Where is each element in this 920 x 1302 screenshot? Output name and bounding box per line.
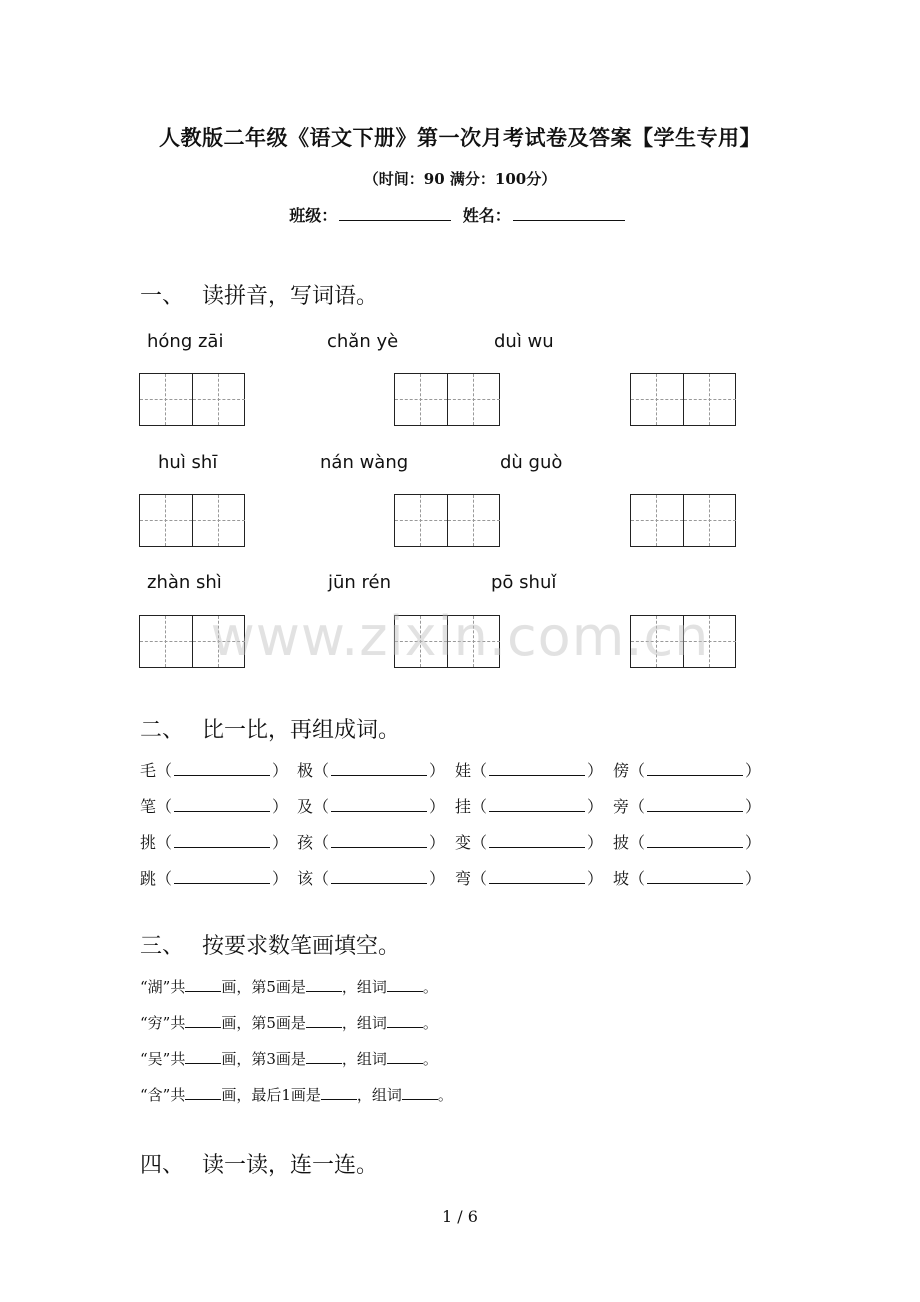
pinyin-label: pō shuǐ bbox=[491, 572, 557, 593]
compare-item bbox=[613, 866, 761, 889]
compare-item bbox=[455, 830, 603, 853]
compare-item bbox=[297, 794, 445, 817]
compare-char: 跳 bbox=[140, 869, 157, 888]
question-char: “穷”共 bbox=[140, 1014, 186, 1032]
word-blank[interactable] bbox=[387, 1051, 423, 1064]
close-paren: ） bbox=[745, 833, 762, 852]
class-blank[interactable] bbox=[339, 206, 451, 221]
close-paren: ） bbox=[272, 869, 289, 888]
question-text: 画，第3画是 bbox=[221, 1050, 306, 1068]
open-paren: （ bbox=[471, 797, 488, 816]
stroke-question bbox=[140, 976, 438, 997]
pinyin-label: jūn rén bbox=[328, 572, 392, 593]
open-paren: （ bbox=[156, 797, 173, 816]
question-text: ，组词 bbox=[356, 1086, 402, 1104]
section-2-heading bbox=[140, 713, 400, 744]
grid-cell[interactable] bbox=[140, 374, 193, 425]
compare-char: 披 bbox=[613, 833, 630, 852]
close-paren: ） bbox=[429, 869, 446, 888]
open-paren: （ bbox=[156, 869, 173, 888]
answer-blank[interactable] bbox=[489, 871, 585, 884]
compare-char: 及 bbox=[297, 797, 314, 816]
answer-blank[interactable] bbox=[489, 763, 585, 776]
grid-cell[interactable] bbox=[395, 374, 448, 425]
compare-char: 该 bbox=[297, 869, 314, 888]
close-paren: ） bbox=[745, 869, 762, 888]
answer-blank[interactable] bbox=[647, 871, 743, 884]
section-number: 一、 bbox=[140, 284, 185, 309]
close-paren: ） bbox=[587, 869, 604, 888]
grid-cell[interactable] bbox=[448, 374, 500, 425]
stroke-name-blank[interactable] bbox=[306, 1015, 342, 1028]
compare-item bbox=[455, 794, 603, 817]
section-title: 按要求数笔画填空。 bbox=[202, 934, 401, 959]
question-text: 画，第5画是 bbox=[221, 978, 306, 996]
stroke-count-blank[interactable] bbox=[185, 1087, 221, 1100]
compare-item bbox=[140, 758, 288, 781]
question-char: “含”共 bbox=[140, 1086, 186, 1104]
answer-blank[interactable] bbox=[174, 799, 270, 812]
section-title: 读拼音，写词语。 bbox=[202, 284, 379, 309]
pinyin-label: dù guò bbox=[500, 452, 563, 473]
compare-item bbox=[297, 866, 445, 889]
pinyin-label: huì shī bbox=[158, 452, 218, 473]
open-paren: （ bbox=[629, 761, 646, 780]
stroke-name-blank[interactable] bbox=[306, 979, 342, 992]
answer-blank[interactable] bbox=[331, 835, 427, 848]
compare-char: 毛 bbox=[140, 761, 157, 780]
section-1-heading bbox=[140, 279, 378, 310]
grid-cell[interactable] bbox=[193, 495, 245, 546]
section-title: 比一比，再组成词。 bbox=[202, 718, 401, 743]
stroke-question bbox=[140, 1012, 438, 1033]
answer-blank[interactable] bbox=[174, 871, 270, 884]
open-paren: （ bbox=[156, 761, 173, 780]
question-text: ，组词 bbox=[341, 978, 387, 996]
stroke-count-blank[interactable] bbox=[185, 1051, 221, 1064]
open-paren: （ bbox=[156, 833, 173, 852]
close-paren: ） bbox=[587, 761, 604, 780]
writing-grid[interactable] bbox=[630, 494, 736, 547]
stroke-count-blank[interactable] bbox=[185, 1015, 221, 1028]
section-title: 读一读，连一连。 bbox=[202, 1153, 379, 1178]
open-paren: （ bbox=[629, 869, 646, 888]
close-paren: ） bbox=[429, 761, 446, 780]
question-text: ，组词 bbox=[341, 1050, 387, 1068]
close-paren: ） bbox=[272, 761, 289, 780]
compare-item bbox=[455, 866, 603, 889]
compare-item bbox=[613, 830, 761, 853]
answer-blank[interactable] bbox=[331, 763, 427, 776]
watermark: www.zixin.com.cn bbox=[210, 605, 710, 668]
question-text: ，组词 bbox=[341, 1014, 387, 1032]
close-paren: ） bbox=[745, 797, 762, 816]
grid-cell[interactable] bbox=[140, 495, 193, 546]
compare-item bbox=[613, 794, 761, 817]
compare-item bbox=[140, 866, 288, 889]
pinyin-label: nán wàng bbox=[320, 452, 409, 473]
student-info-line bbox=[0, 203, 920, 226]
close-paren: ） bbox=[745, 761, 762, 780]
compare-char: 挑 bbox=[140, 833, 157, 852]
grid-cell[interactable] bbox=[448, 495, 500, 546]
compare-item bbox=[455, 758, 603, 781]
close-paren: ） bbox=[429, 797, 446, 816]
compare-item bbox=[297, 758, 445, 781]
question-end: 。 bbox=[422, 978, 438, 996]
open-paren: （ bbox=[313, 761, 330, 780]
answer-blank[interactable] bbox=[331, 871, 427, 884]
answer-blank[interactable] bbox=[331, 799, 427, 812]
open-paren: （ bbox=[471, 869, 488, 888]
compare-item bbox=[613, 758, 761, 781]
grid-cell[interactable] bbox=[631, 374, 684, 425]
writing-grid[interactable] bbox=[394, 373, 500, 426]
word-blank[interactable] bbox=[402, 1087, 438, 1100]
answer-blank[interactable] bbox=[174, 763, 270, 776]
document-title: 人教版二年级《语文下册》第一次月考试卷及答案【学生专用】 bbox=[159, 125, 761, 150]
open-paren: （ bbox=[313, 833, 330, 852]
writing-grid[interactable] bbox=[139, 373, 245, 426]
compare-char: 挂 bbox=[455, 797, 472, 816]
grid-cell[interactable] bbox=[631, 495, 684, 546]
compare-char: 旁 bbox=[613, 797, 630, 816]
word-blank[interactable] bbox=[387, 979, 423, 992]
close-paren: ） bbox=[429, 833, 446, 852]
compare-item bbox=[297, 830, 445, 853]
section-3-heading bbox=[140, 929, 400, 960]
open-paren: （ bbox=[313, 869, 330, 888]
writing-grid[interactable] bbox=[630, 373, 736, 426]
pinyin-label: chǎn yè bbox=[327, 331, 399, 352]
stroke-question bbox=[140, 1048, 438, 1069]
pinyin-label: zhàn shì bbox=[147, 572, 222, 593]
section-number: 二、 bbox=[140, 718, 185, 743]
section-4-heading bbox=[140, 1148, 378, 1179]
compare-item bbox=[140, 830, 288, 853]
close-paren: ） bbox=[587, 797, 604, 816]
answer-blank[interactable] bbox=[647, 763, 743, 776]
compare-char: 极 bbox=[297, 761, 314, 780]
grid-cell[interactable] bbox=[193, 374, 245, 425]
section-number: 三、 bbox=[140, 934, 185, 959]
stroke-name-blank[interactable] bbox=[306, 1051, 342, 1064]
writing-grid[interactable] bbox=[394, 494, 500, 547]
grid-cell[interactable] bbox=[395, 495, 448, 546]
grid-cell[interactable] bbox=[684, 374, 736, 425]
question-end: 。 bbox=[422, 1050, 438, 1068]
question-char: “湖”共 bbox=[140, 978, 186, 996]
close-paren: ） bbox=[272, 833, 289, 852]
pinyin-label: hóng zāi bbox=[147, 331, 224, 352]
open-paren: （ bbox=[471, 761, 488, 780]
compare-char: 弯 bbox=[455, 869, 472, 888]
question-end: 。 bbox=[437, 1086, 453, 1104]
stroke-count-blank[interactable] bbox=[185, 979, 221, 992]
compare-char: 笔 bbox=[140, 797, 157, 816]
class-label: 班级： bbox=[289, 206, 338, 225]
answer-blank[interactable] bbox=[647, 799, 743, 812]
answer-blank[interactable] bbox=[647, 835, 743, 848]
compare-char: 变 bbox=[455, 833, 472, 852]
compare-item bbox=[140, 794, 288, 817]
answer-blank[interactable] bbox=[489, 835, 585, 848]
open-paren: （ bbox=[629, 833, 646, 852]
section-number: 四、 bbox=[140, 1153, 185, 1178]
question-text: 画，第5画是 bbox=[221, 1014, 306, 1032]
stroke-name-blank[interactable] bbox=[321, 1087, 357, 1100]
grid-cell[interactable] bbox=[684, 495, 736, 546]
answer-blank[interactable] bbox=[489, 799, 585, 812]
close-paren: ） bbox=[272, 797, 289, 816]
name-blank[interactable] bbox=[513, 206, 625, 221]
compare-char: 傍 bbox=[613, 761, 630, 780]
writing-grid[interactable] bbox=[139, 494, 245, 547]
compare-char: 娃 bbox=[455, 761, 472, 780]
stroke-question bbox=[140, 1084, 453, 1105]
question-char: “吴”共 bbox=[140, 1050, 186, 1068]
answer-blank[interactable] bbox=[174, 835, 270, 848]
open-paren: （ bbox=[471, 833, 488, 852]
compare-char: 孩 bbox=[297, 833, 314, 852]
question-end: 。 bbox=[422, 1014, 438, 1032]
open-paren: （ bbox=[313, 797, 330, 816]
close-paren: ） bbox=[587, 833, 604, 852]
word-blank[interactable] bbox=[387, 1015, 423, 1028]
page-number: 1 / 6 bbox=[442, 1207, 478, 1226]
open-paren: （ bbox=[629, 797, 646, 816]
exam-info: （时间：90 满分：100分） bbox=[363, 170, 557, 188]
question-text: 画，最后1画是 bbox=[221, 1086, 321, 1104]
name-label: 姓名： bbox=[462, 206, 511, 225]
pinyin-label: duì wu bbox=[494, 331, 554, 352]
compare-char: 坡 bbox=[613, 869, 630, 888]
